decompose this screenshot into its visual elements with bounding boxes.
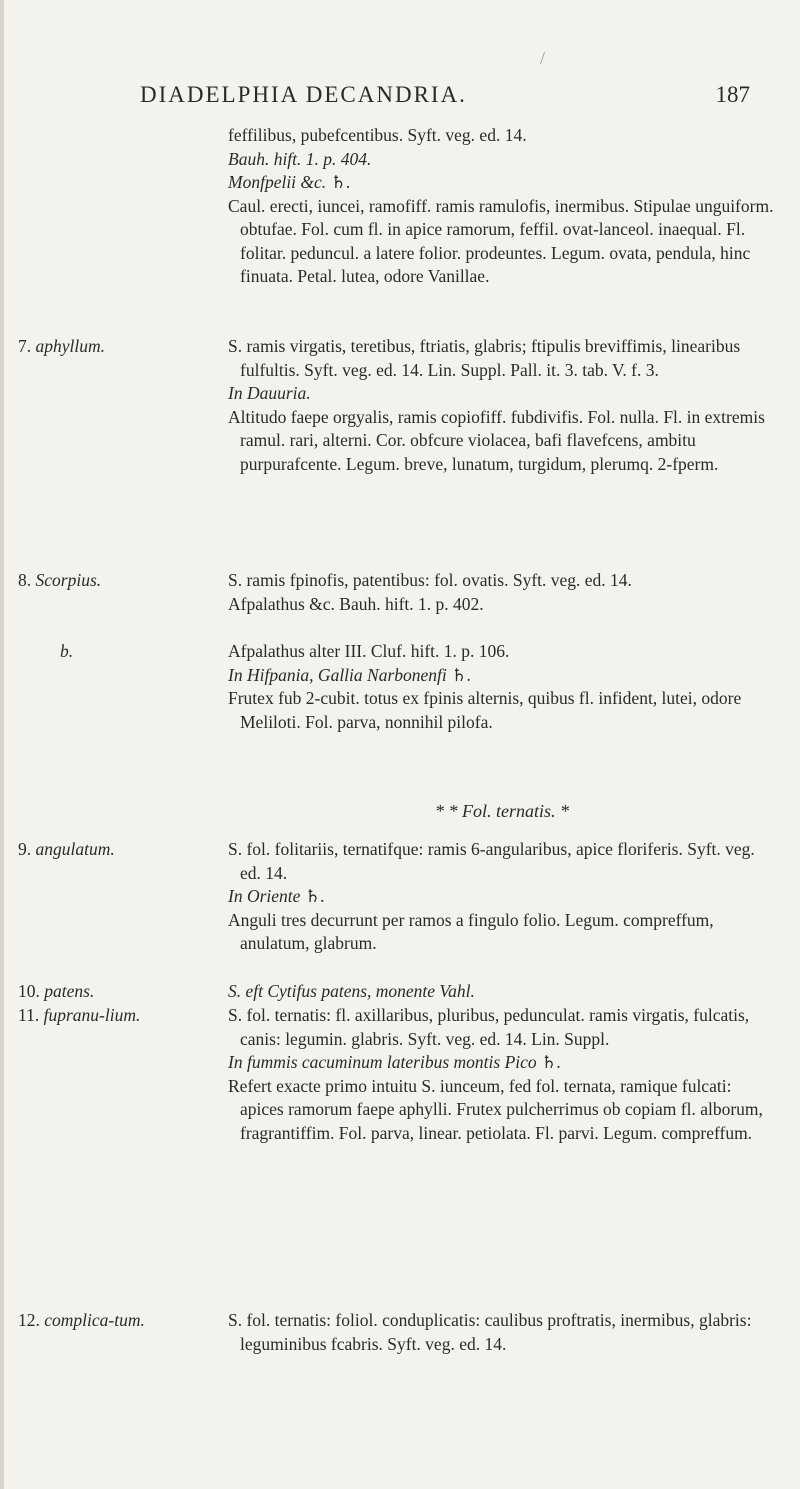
running-title: DIADELPHIA DECANDRIA. [140,82,467,107]
intro-line: Bauh. hift. 1. p. 404. [228,148,372,169]
description-line: S. eft Cytifus patens, monente Vahl. [228,981,475,1001]
description-line: Altitudo faepe orgyalis, ramis copiofiff. fubdivifis. Fol. nulla. Fl. in extremis ramul. rari, alterni. Cor. obfcure violacea, bafi flavefcens, ambitu purpurafcente. Legum. breve, lunatum, turgidum, plerumq. 2-fperm. [228,406,765,474]
description-line: Refert exacte primo intuitu S. iunceum, fed fol. ternata, ramique fulcati: apices ramorum faepe aphylli. Frutex pulcherrimus ob copiam fl. alborum, fragrantiffim. Fol. parva, linear. petiolata. Fl. parvi. Legum. compreffum. [228,1075,763,1143]
species-number: 11. [18,1005,40,1025]
species-number: 10. [18,981,40,1001]
species-number: 8. [18,570,32,590]
intro-line: feffilibus, pubefcentibus. Syft. veg. ed. 14. [228,125,527,145]
species-description [228,980,776,1004]
description-line: S. fol. ternatis: fl. axillaribus, pluribus, pedunculat. ramis virgatis, fulcatis, canis: legumin. glabris. Syft. veg. ed. 14. Lin. Suppl. [228,1005,750,1049]
species-description [228,1004,776,1145]
page-edge-shadow [0,0,4,1489]
species-name: complica-tum. [44,1310,145,1330]
species-label [18,335,173,359]
description-line: S. ramis fpinofis, patentibus: fol. ovatis. Syft. veg. ed. 14. [228,570,632,590]
species-name: angulatum. [35,839,115,859]
species-label [18,569,173,593]
species-name: patens. [44,981,95,1001]
species-description [228,569,776,616]
pencil-mark: / [540,48,546,68]
species-name: Scorpius. [35,570,102,590]
species-number: 12. [18,1310,40,1330]
species-number: 9. [18,839,32,859]
section-heading-text: * * Fol. ternatis. * [435,801,569,821]
description-line: Frutex fub 2-cubit. totus ex fpinis alternis, quibus fl. infident, lutei, odore Meliloti. Fol. parva, nonnihil pilofa. [228,688,742,732]
description-line: In fummis cacuminum lateribus montis Pico ♄. [228,1052,562,1072]
description-line: S. fol. ternatis: foliol. conduplicatis: caulibus proftratis, inermibus, glabris: leguminibus fcabris. Syft. veg. ed. 14. [228,1310,752,1354]
page-number: 187 [715,82,750,107]
species-label [18,980,173,1004]
description-line: Afpalathus alter III. Cluf. hift. 1. p. 106. [228,641,510,661]
intro-text [228,124,776,289]
species-description [228,838,776,956]
variety-letter: b. [60,641,74,661]
species-description [228,335,776,476]
species-number: 7. [18,336,32,356]
variety-description [228,640,776,734]
species-label [18,838,173,862]
species-name: aphyllum. [35,336,106,356]
description-line: In Hifpania, Gallia Narbonenfi ♄. [228,664,472,685]
species-name: fupranu-lium. [43,1005,141,1025]
intro-line: Caul. erecti, iuncei, ramofiff. ramis ramulofis, inermibus. Stipulae unguiform. obtufae. Fol. cum fl. in apice ramorum, feffil. ovat-lanceol. inaequal. Fl. folitar. peduncul. a latere folior. prodeuntes. Legum. ovata, pendula, hinc finuata. Petal. lutea, odore Vanillae. [228,195,774,286]
intro-line: Monfpelii &c. ♄. [228,172,351,192]
description-line: S. fol. folitariis, ternatifque: ramis 6-angularibus, apice floriferis. Syft. veg. ed. 14. [228,839,755,883]
description-line: Afpalathus &c. Bauh. hift. 1. p. 402. [228,593,484,614]
species-description [228,1309,776,1356]
variety-label [60,640,215,664]
species-label [18,1309,158,1333]
species-label [18,1004,158,1028]
description-line: S. ramis virgatis, teretibus, ftriatis, glabris; ftipulis breviffimis, linearibus fulfultis. Syft. veg. ed. 14. Lin. Suppl. Pall. it. 3. tab. V. f. 3. [228,336,741,380]
description-line: Anguli tres decurrunt per ramos a fingulo folio. Legum. compreffum, anulatum, glabrum. [228,909,714,953]
description-line: In Oriente ♄. [228,886,325,906]
description-line: In Dauuria. [228,383,311,403]
